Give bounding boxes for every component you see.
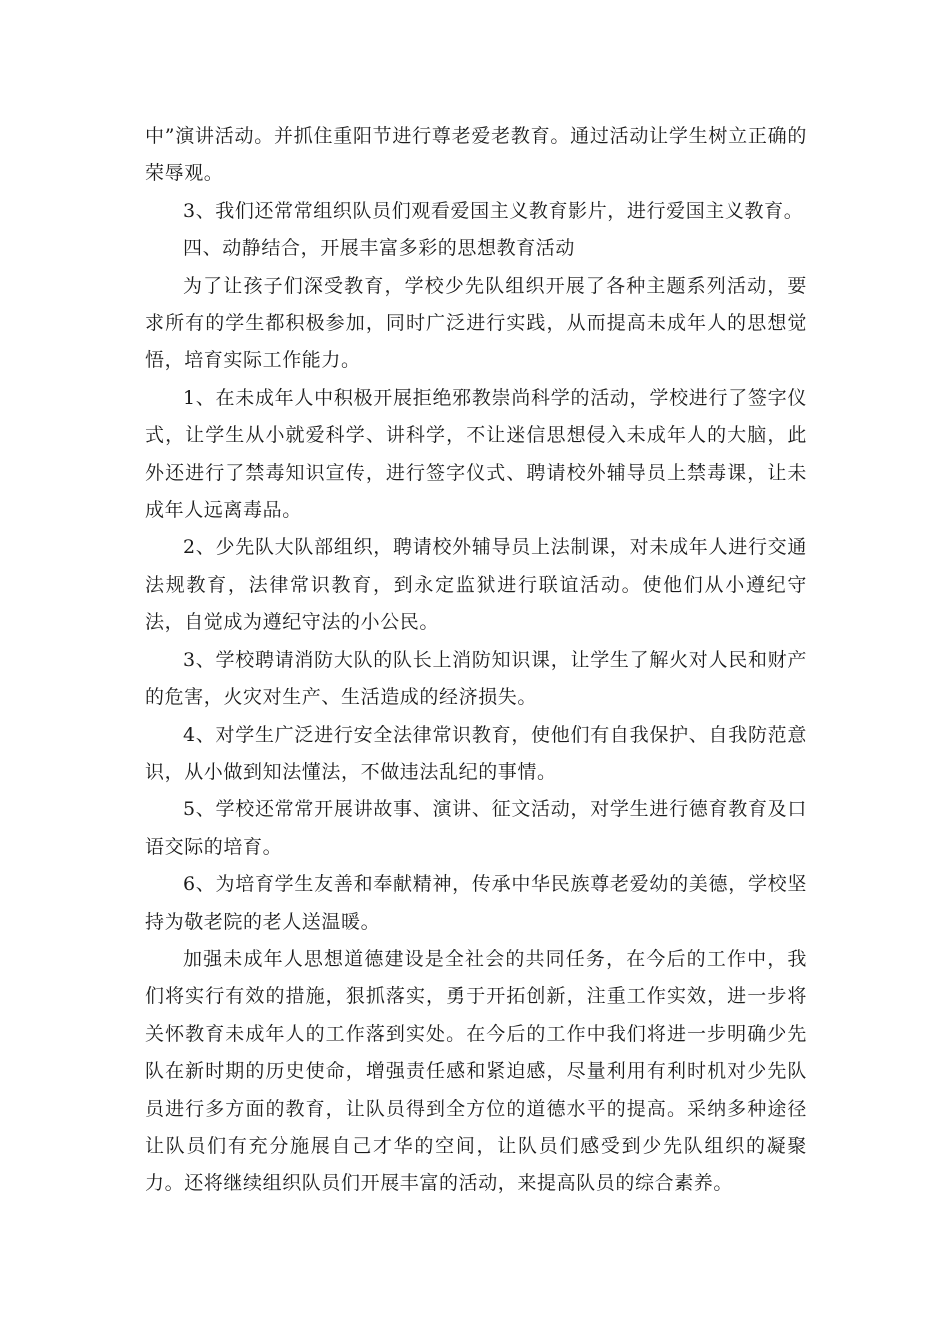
document-body	[145, 118, 807, 1203]
paragraph-conclusion: 加强未成年人思想道德建设是全社会的共同任务，在今后的工作中，我们将实行有效的措施，狠抓落实，勇于开拓创新，注重工作实效，进一步将关怀教育未成年人的工作落到实处。在今后的工作中我们将进一步明确少先队在新时期的历史使命，增强责任感和紧迫感，尽量利用有利时机对少先队员进行多方面的教育，让队员得到全方位的道德水平的提高。采纳多种途径让队员们有充分施展自己才华的空间，让队员们感受到少先队组织的凝聚力。还将继续组织队员们开展丰富的活动，来提高队员的综合素养。	[145, 947, 807, 1195]
section-heading-4: 四、动静结合，开展丰富多彩的思想教育活动	[183, 237, 576, 260]
paragraph-item-5-storytelling: 5、学校还常常开展讲故事、演讲、征文活动，对学生进行德育教育及口语交际的培育。	[145, 798, 807, 858]
paragraph-intro-activities: 为了让孩子们深受教育，学校少先队组织开展了各种主题系列活动，要求所有的学生都积极参加，同时广泛进行实践，从而提高未成年人的思想觉悟，培育实际工作能力。	[145, 274, 807, 372]
paragraph-continuation: 中”演讲活动。并抓住重阳节进行尊老爱老教育。通过活动让学生树立正确的荣辱观。	[145, 125, 807, 185]
paragraph-item-1-science: 1、在未成年人中积极开展拒绝邪教崇尚科学的活动，学校进行了签字仪式，让学生从小就爱科学、讲科学，不让迷信思想侵入未成年人的大脑，此外还进行了禁毒知识宣传，进行签字仪式、聘请校外辅导员上禁毒课，让未成年人远离毒品。	[145, 386, 807, 522]
paragraph-item-3-patriotic-films: 3、我们还常常组织队员们观看爱国主义教育影片，进行爱国主义教育。	[183, 199, 804, 222]
paragraph-item-4-safety-law: 4、对学生广泛进行安全法律常识教育，使他们有自我保护、自我防范意识，从小做到知法懂法，不做违法乱纪的事情。	[145, 723, 807, 783]
paragraph-item-6-elderly-care: 6、为培育学生友善和奉献精神，传承中华民族尊老爱幼的美德，学校坚持为敬老院的老人送温暖。	[145, 873, 807, 933]
paragraph-item-3-fire-safety: 3、学校聘请消防大队的队长上消防知识课，让学生了解火对人民和财产的危害，火灾对生产、生活造成的经济损失。	[145, 648, 807, 709]
paragraph-item-2-law: 2、少先队大队部组织，聘请校外辅导员上法制课，对未成年人进行交通法规教育，法律常识教育，到永定监狱进行联谊活动。使他们从小遵纪守法，自觉成为遵纪守法的小公民。	[145, 536, 807, 634]
